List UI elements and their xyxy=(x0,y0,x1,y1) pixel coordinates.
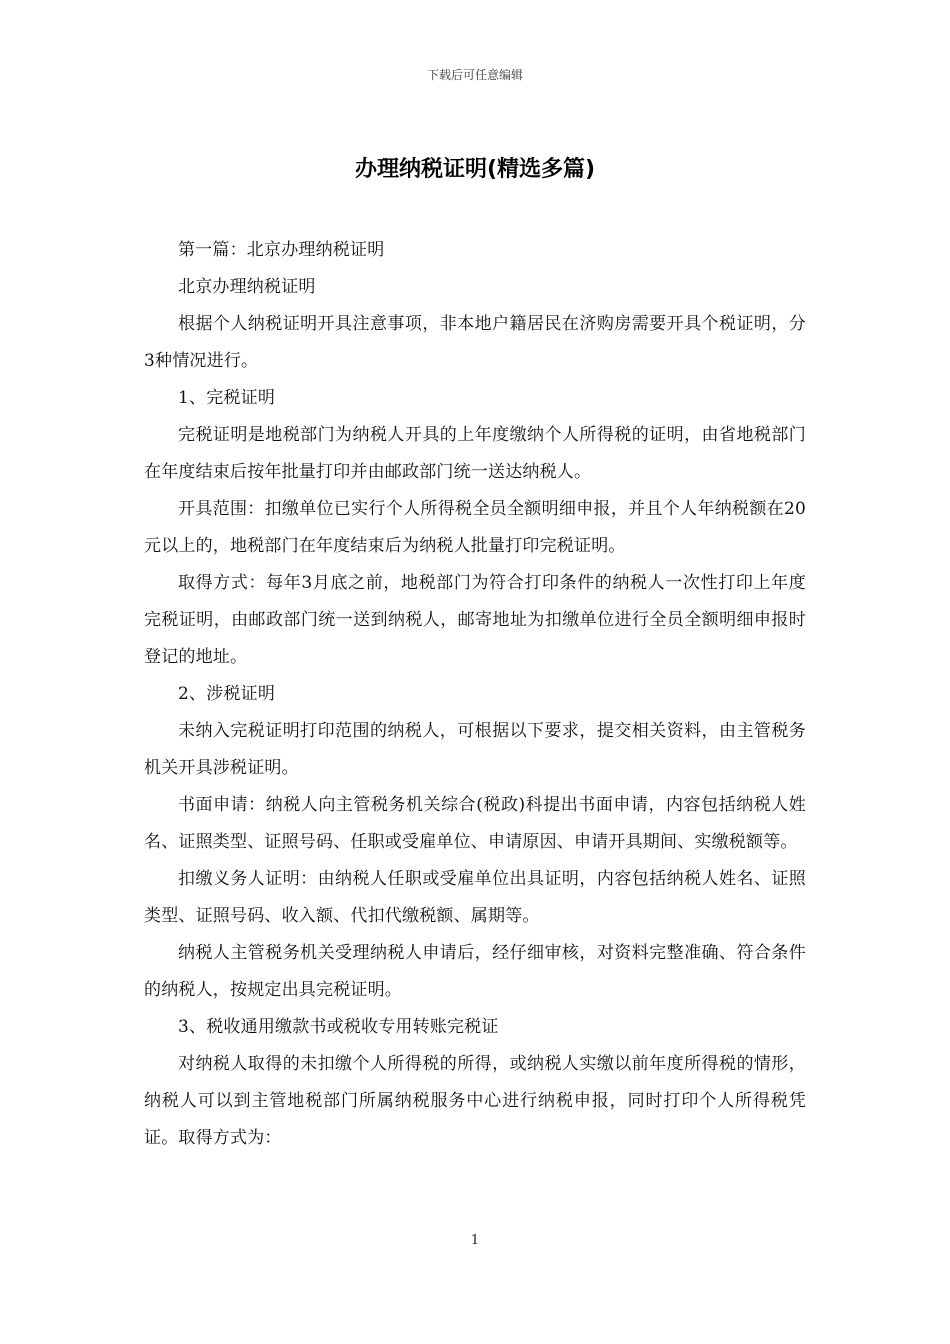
list-heading: 2、涉税证明 xyxy=(178,684,276,704)
paragraph: 扣缴义务人证明：由纳税人任职或受雇单位出具证明，内容包括纳税人姓名、证照类型、证照号码、收入额、代扣代缴税额、属期等。 xyxy=(144,869,806,926)
paragraph: 未纳入完税证明打印范围的纳税人，可根据以下要求，提交相关资料，由主管税务机关开具涉税证明。 xyxy=(144,721,806,778)
paragraph: 书面申请：纳税人向主管税务机关综合(税政)科提出书面申请，内容包括纳税人姓名、证照类型、证照号码、任职或受雇单位、申请原因、申请开具期间、实缴税额等。 xyxy=(144,795,806,852)
subtitle: 北京办理纳税证明 xyxy=(178,277,316,297)
paragraph: 纳税人主管税务机关受理纳税人申请后，经仔细审核，对资料完整准确、符合条件的纳税人，按规定出具完税证明。 xyxy=(144,943,806,1000)
paragraph: 根据个人纳税证明开具注意事项，非本地户籍居民在济购房需要开具个税证明，分3种情况进行。 xyxy=(144,314,806,371)
document-title: 办理纳税证明(精选多篇) xyxy=(354,157,596,182)
paragraph: 完税证明是地税部门为纳税人开具的上年度缴纳个人所得税的证明，由省地税部门在年度结束后按年批量打印并由邮政部门统一送达纳税人。 xyxy=(144,425,806,482)
paragraph: 对纳税人取得的未扣缴个人所得税的所得，或纳税人实缴以前年度所得税的情形，纳税人可以到主管地税部门所属纳税服务中心进行纳税申报，同时打印个人所得税凭证。取得方式为： xyxy=(144,1054,806,1148)
list-heading: 1、完税证明 xyxy=(178,388,276,408)
list-heading: 3、税收通用缴款书或税收专用转账完税证 xyxy=(178,1017,499,1037)
paragraph: 开具范围：扣缴单位已实行个人所得税全员全额明细申报，并且个人年纳税额在20元以上的，地税部门在年度结束后为纳税人批量打印完税证明。 xyxy=(144,499,806,556)
page-number: 1 xyxy=(470,1233,480,1248)
paragraph: 取得方式：每年3月底之前，地税部门为符合打印条件的纳税人一次性打印上年度完税证明，由邮政部门统一送到纳税人，邮寄地址为扣缴单位进行全员全额明细申报时登记的地址。 xyxy=(144,573,806,667)
header-note: 下载后可任意编辑 xyxy=(426,68,523,82)
document-body xyxy=(144,232,806,1157)
section-heading: 第一篇：北京办理纳税证明 xyxy=(178,240,385,260)
